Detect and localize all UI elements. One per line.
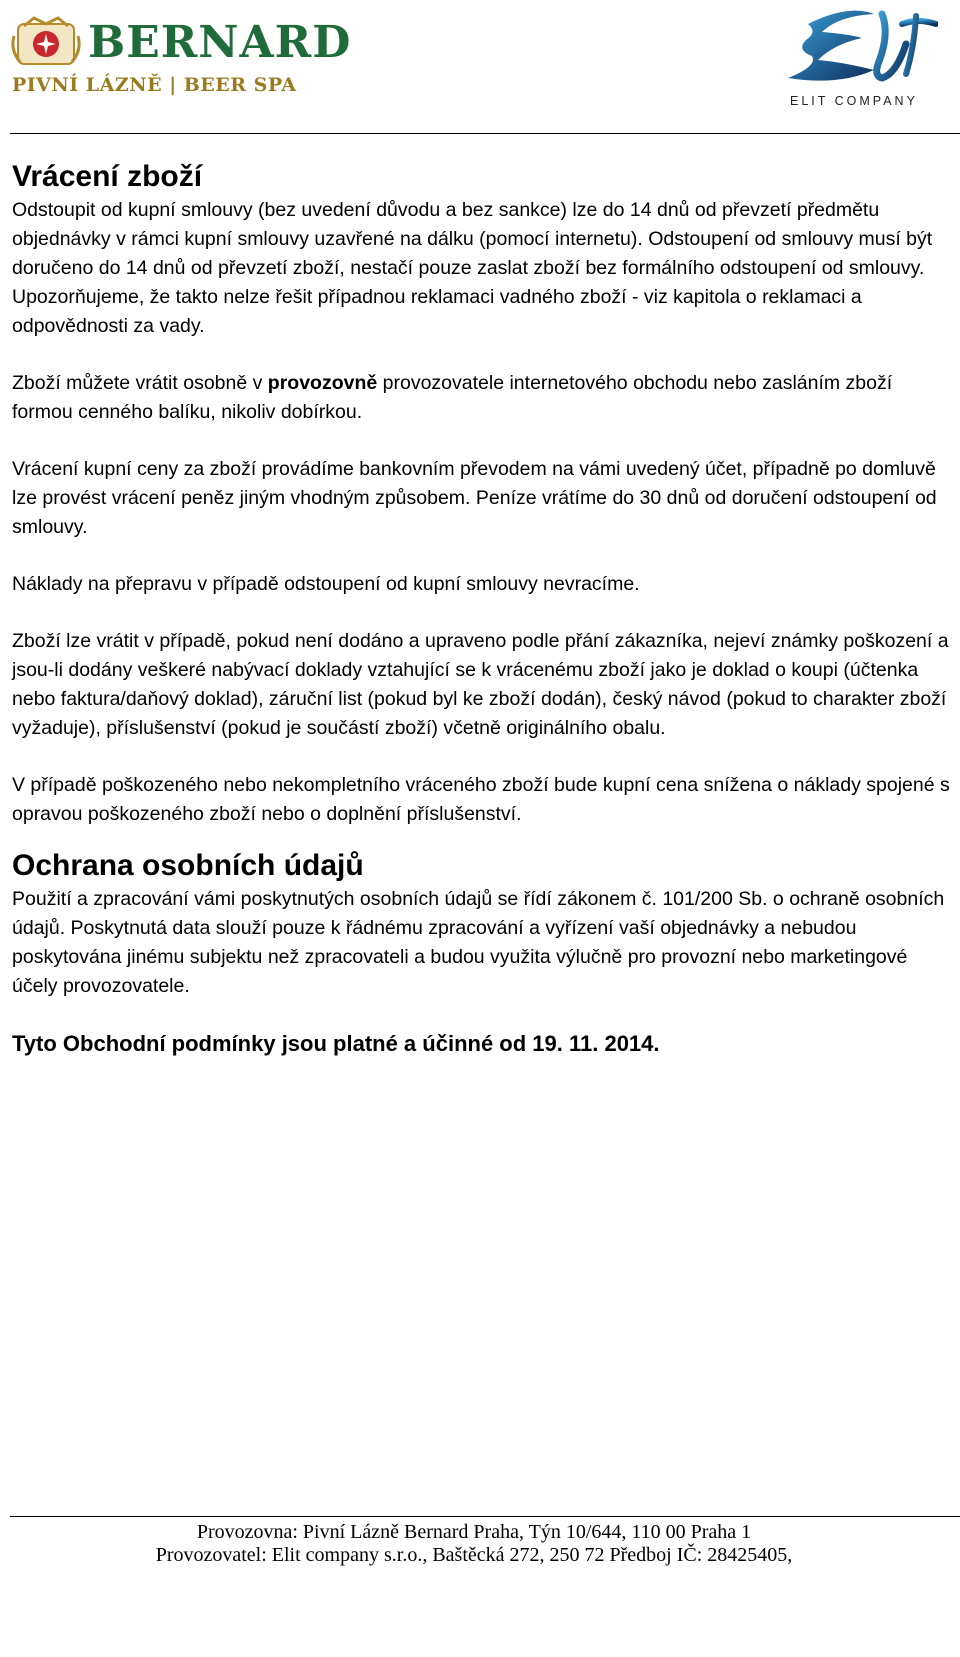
page-header (0, 0, 960, 135)
page-footer (0, 1512, 960, 1657)
section-heading-returns: Vrácení zboží (12, 160, 203, 193)
bernard-wordmark: BERNARD (88, 17, 352, 68)
returns-paragraph-1: Odstoupit od kupní smlouvy (bez uvedení důvodu a bez sankce) lze do 14 dnů od převzetí předmětu objednávky v rámci kupní smlouvy uzavřené na dálku (pomocí internetu). Odstoupení od smlouvy musí být doručeno do 14 dnů od převzetí zboží, nestačí pouze zaslat zboží bez formálního odstoupení od smlouvy. Upozorňujeme, že takto nelze řešit případnou reklamaci vadného zboží - viz kapitola o reklamaci a odpovědnosti za vady. (12, 199, 933, 337)
returns-paragraph-2-end: provozovatele internetového obchodu nebo zasláním zboží formou cenného balíku, nikoliv dobírkou. (12, 372, 893, 423)
header-divider (10, 133, 960, 134)
returns-paragraph-6: V případě poškozeného nebo nekompletního vráceného zboží bude kupní cena snížena o náklady spojené s opravou poškozeného zboží nebo o doplnění příslušenství. (12, 774, 950, 825)
document-body (12, 158, 952, 1059)
bernard-tagline: PIVNÍ LÁZNĚ | BEER SPA (12, 74, 297, 96)
returns-paragraph-4: Náklady na přepravu v případě odstoupení od kupní smlouvy nevracíme. (12, 573, 640, 595)
returns-paragraph-2-bold: provozovně (267, 372, 378, 394)
footer-operator: Provozovatel: Elit company s.r.o., Baštěcká 272, 250 72 Předboj IČ: 28425405, (155, 1544, 793, 1566)
returns-paragraph-5: Zboží lze vrátit v případě, pokud není dodáno a upraveno podle přání zákazníka, nejeví známky poškození a jsou-li dodány veškeré nabývací doklady vztahující se k vrácenému zboží jako je doklad o koupi (účtenka nebo faktura/daňový doklad), záruční list (pokud byl ke zboží dodán), český návod (pokud to charakter zboží vyžaduje), příslušenství (pokud je součástí zboží) včetně originálního obalu. (12, 630, 949, 739)
elit-mark-icon (778, 4, 938, 94)
section-heading-privacy: Ochrana osobních údajů (12, 849, 364, 882)
footer-divider (10, 1516, 960, 1517)
elit-logo (778, 4, 938, 108)
returns-paragraph-2-start: Zboží můžete vrátit osobně v (12, 372, 268, 394)
elit-company-name: ELIT COMPANY (790, 94, 918, 108)
bernard-crest-icon (10, 16, 82, 72)
bernard-logo (10, 14, 352, 100)
footer-establishment: Provozovna: Pivní Lázně Bernard Praha, Týn 10/644, 110 00 Praha 1 (196, 1521, 752, 1543)
returns-paragraph-3: Vrácení kupní ceny za zboží provádíme bankovním převodem na vámi uvedený účet, případně po domluvě lze provést vrácení peněz jiným vhodným způsobem. Peníze vrátíme do 30 dnů od doručení odstoupení od smlouvy. (12, 458, 937, 538)
validity-statement: Tyto Obchodní podmínky jsou platné a účinné od 19. 11. 2014. (12, 1031, 660, 1056)
privacy-paragraph-1: Použití a zpracování vámi poskytnutých osobních údajů se řídí zákonem č. 101/200 Sb. o ochraně osobních údajů. Poskytnutá data slouží pouze k řádnému zpracování a vyřízení vaší objednávky a nebudou poskytována jinému subjektu než zpracovateli a budou využita výlučně pro provozní nebo marketingové účely provozovatele. (12, 888, 945, 997)
returns-paragraph-2 (12, 369, 952, 427)
